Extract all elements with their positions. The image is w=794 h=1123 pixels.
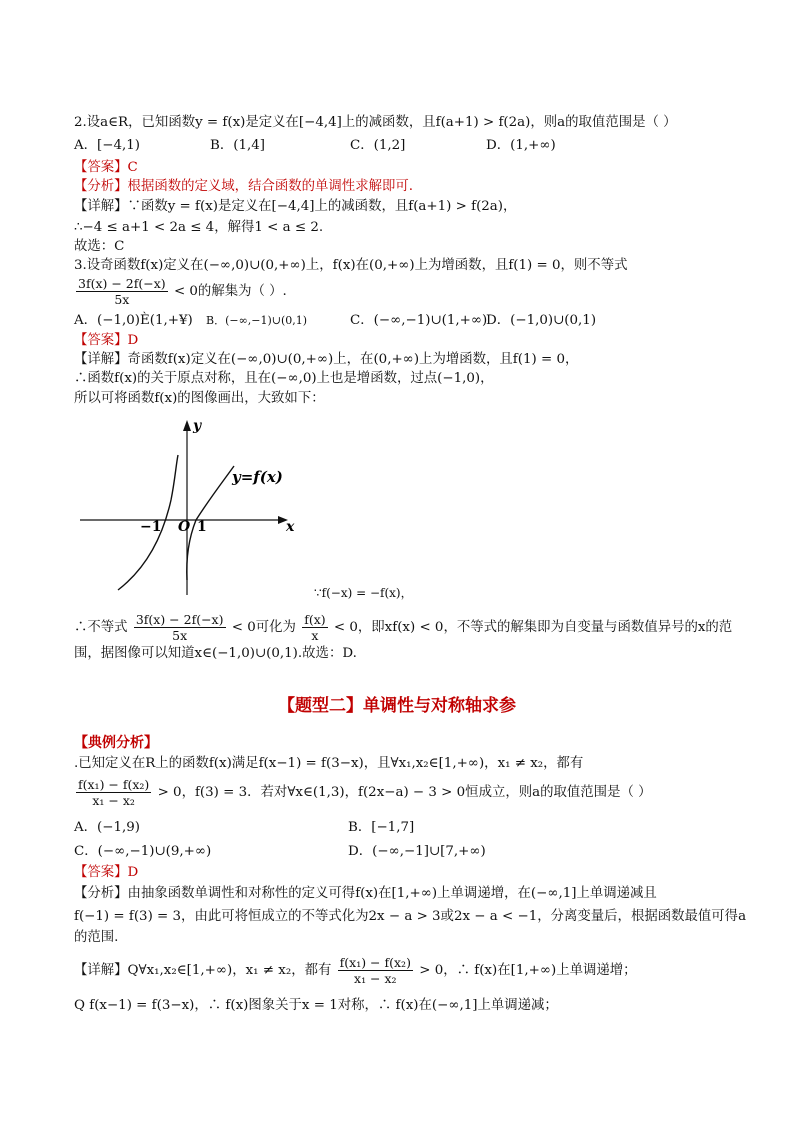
example-label: 【典例分析】 — [74, 735, 158, 751]
q3-concl-fraction-num: 3f(x) − 2f(−x) — [135, 612, 224, 627]
q2-option-b: B．(1,4] — [210, 138, 265, 153]
q3-odd-note: ∵f(−x) = −f(x)， — [314, 586, 413, 600]
q4-analysis-2: f(−1) = f(3) = 3，由此可将恒成立的不等式化为2x − a > 3或2x − a < −1，分离变量后，根据函数最值可得a — [74, 909, 747, 924]
q4-option-a: A．(−1,9) — [74, 820, 141, 835]
q3-concl-fraction2-den: x — [311, 628, 319, 643]
x-axis-label: x — [286, 519, 295, 535]
q4-fraction-num: f(x₁) − f(x₂) — [78, 777, 150, 792]
q2-detail-2: ∴−4 ≤ a+1 < 2a ≤ 4，解得1 < a ≤ 2. — [74, 220, 324, 235]
q4-detail-fraction-num: f(x₁) − f(x₂) — [339, 955, 411, 970]
q2-detail-1: 【详解】∵函数y = f(x)是定义在[−4,4]上的减函数，且f(a+1) > f(2a)， — [74, 199, 517, 214]
q4-option-c: C．(−∞,−1)∪(9,+∞) — [74, 844, 212, 859]
q3-concl-fraction-den: 5x — [172, 628, 188, 643]
q4-fraction — [76, 777, 151, 808]
q3-detail-1: 【详解】奇函数f(x)定义在(−∞,0)∪(0,+∞)上，在(0,+∞)上为增函数，且f(1) = 0， — [74, 352, 579, 367]
q4-detail-1-tail: > 0，∴ f(x)在[1,+∞)上单调递增； — [419, 963, 637, 978]
q3-option-a: A．(−1,0)È(1,+¥) — [74, 313, 193, 328]
q4-stem-2 — [74, 777, 652, 808]
q3-detail-3: 所以可将函数f(x)的图像画出，大致如下： — [74, 391, 325, 406]
q4-option-b: B．[−1,7] — [348, 820, 415, 835]
origin-label: O — [178, 519, 191, 535]
q2-stem: 2.设a∈R，已知函数y = f(x)是定义在[−4,4]上的减函数，且f(a+1) > f(2a)，则a的取值范围是（ ） — [74, 115, 677, 130]
q4-option-d: D．(−∞,−1]∪[7,+∞) — [348, 844, 486, 859]
q3-detail-2: ∴函数f(x)的关于原点对称，且在(−∞,0)上也是增函数，过点(−1,0)， — [74, 371, 494, 386]
q2-analysis — [74, 177, 413, 197]
q3-concl-pre: ∴不等式 — [74, 620, 128, 635]
q2-option-a: A．[−4,1) — [74, 138, 141, 153]
q3-fraction — [76, 276, 168, 307]
q3-concl-tail: < 0，即xf(x) < 0，不等式的解集即为自变量与函数值异号的x的范 — [333, 620, 733, 635]
y-axis-label: y — [193, 418, 202, 434]
q4-stem-2-text: > 0，f(3) = 3．若对∀x∈(1,3)，f(2x−a) − 3 > 0恒成立，则a的取值范围是（ ） — [157, 785, 652, 800]
tick-label-one: 1 — [197, 519, 207, 535]
q3-option-b: B．(−∞,−1)∪(0,1) — [206, 314, 308, 327]
q3-answer: 【答案】D — [74, 333, 139, 348]
q2-option-c: C．(1,2] — [350, 138, 406, 153]
q3-conclusion-1 — [74, 612, 732, 643]
q3-fraction-num: 3f(x) − 2f(−x) — [78, 276, 166, 291]
q3-option-d: D．(−1,0)∪(0,1) — [486, 313, 597, 328]
q3-concl-fraction2-num: f(x) — [304, 612, 326, 627]
q3-inequality-tail: < 0的解集为（ ）. — [173, 284, 287, 299]
q4-analysis-1: 【分析】由抽象函数单调性和对称性的定义可得f(x)在[1,+∞)上单调递增，在(−∞,1]上单调递减且 — [74, 886, 657, 901]
q3-function-graph — [74, 410, 314, 600]
q4-analysis-3: 的范围. — [74, 930, 119, 945]
q4-detail-fraction-den: x₁ − x₂ — [354, 971, 397, 986]
q4-detail-2: Q f(x−1) = f(3−x)，∴ f(x)图象关于x = 1对称，∴ f(x)在(−∞,1]上单调递减； — [74, 998, 558, 1013]
q3-concl-mid: < 0可化为 — [231, 620, 296, 635]
q3-fraction-den: 5x — [114, 292, 130, 307]
section-title: 【题型二】单调性与对称轴求参 — [278, 696, 516, 716]
q2-answer: 【答案】C — [74, 160, 138, 175]
tick-label-neg-one: −1 — [140, 519, 162, 535]
curve-right-branch-upper — [196, 466, 234, 520]
q2-analysis-text: 【分析】根据函数的定义域，结合函数的单调性求解即可. — [74, 179, 414, 194]
q4-detail-1 — [74, 955, 637, 986]
q4-detail-1-pre: 【详解】Q∀x₁,x₂∈[1,+∞)，x₁ ≠ x₂，都有 — [74, 963, 332, 978]
q3-option-c: C．(−∞,−1)∪(1,+∞) — [350, 313, 488, 328]
q3-stem: 3.设奇函数f(x)定义在(−∞,0)∪(0,+∞)上，f(x)在(0,+∞)上为增函数，且f(1) = 0，则不等式 — [74, 258, 628, 273]
q4-detail-fraction — [338, 955, 413, 986]
q4-stem-1: .已知定义在R上的函数f(x)满足f(x−1) = f(3−x)，且∀x₁,x₂∈[1,+∞)，x₁ ≠ x₂，都有 — [74, 756, 584, 771]
q3-inequality — [74, 276, 287, 307]
q3-concl-fraction-2 — [302, 612, 327, 643]
q2-detail-3: 故选：C — [74, 239, 125, 254]
curve-label: y=f(x) — [232, 468, 283, 486]
q3-conclusion-2: 围，据图像可以知道x∈(−1,0)∪(0,1).故选：D. — [74, 646, 357, 661]
q4-fraction-den: x₁ − x₂ — [92, 793, 135, 808]
q3-concl-fraction — [134, 612, 226, 643]
q2-option-d: D．(1,+∞) — [486, 138, 556, 153]
y-axis-arrow — [183, 420, 191, 431]
q4-answer: 【答案】D — [74, 865, 139, 880]
